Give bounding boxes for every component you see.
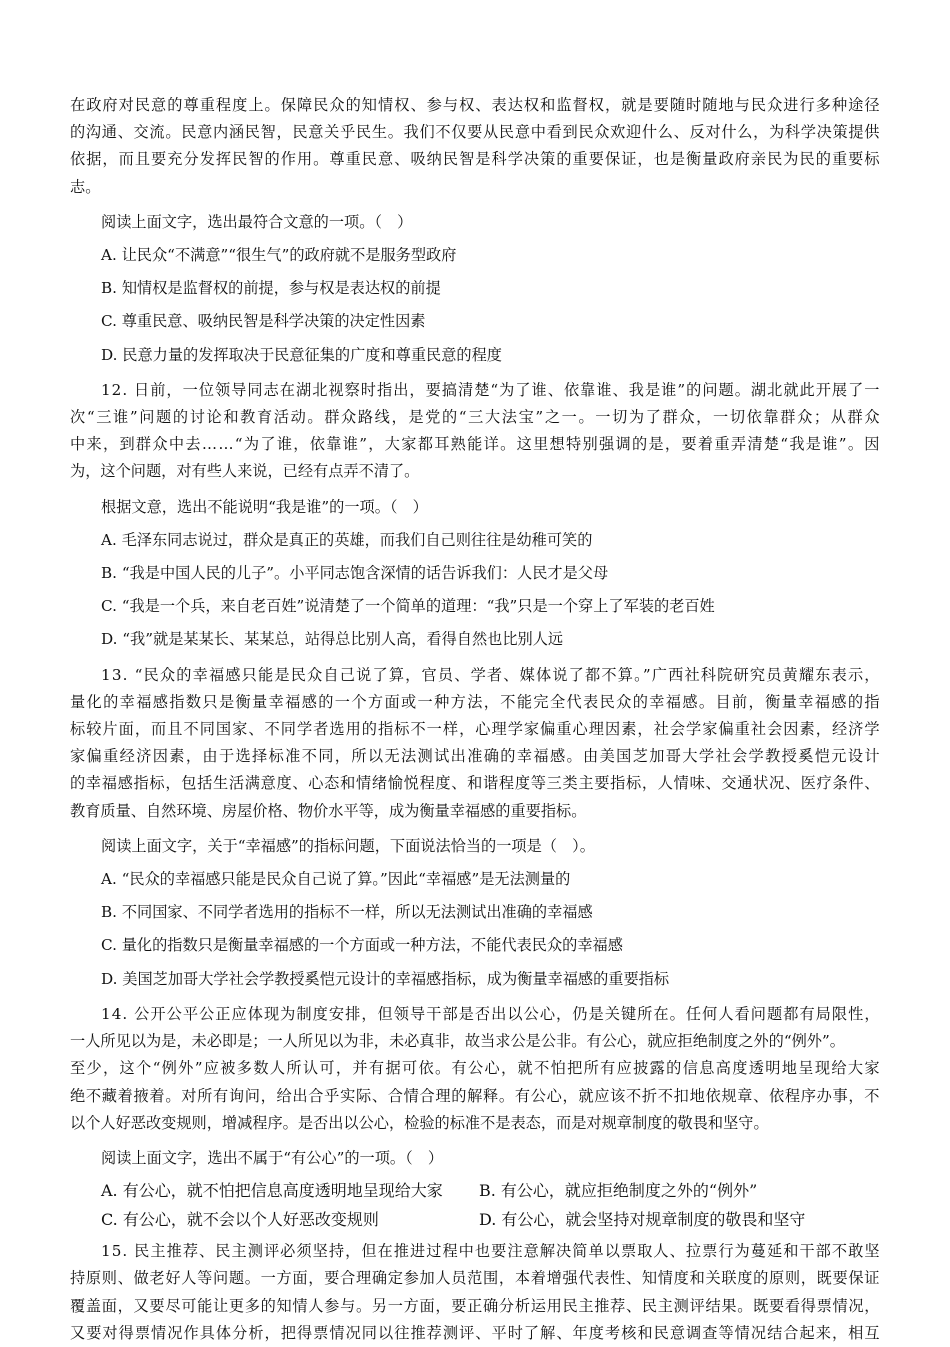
text-line: 又要对得票情况作具体分析，把得票情况同以往推荐测评、平时了解、年度考核和民意调查等情况结合起来，相互 — [70, 1323, 881, 1342]
option-c: C. 尊重民意、吸纳民智是科学决策的决定性因素 — [101, 312, 426, 331]
option-d: D. 民意力量的发挥取决于民意征集的广度和尊重民意的程度 — [101, 345, 502, 364]
option-a: A. 毛泽东同志说过，群众是真正的英雄，而我们自己则往往是幼稚可笑的 — [101, 530, 593, 549]
text-line: 持原则、做老好人等问题。一方面，要合理确定参加人员范围，本着增强代表性、知情度和关联度的原则，既要保证 — [70, 1269, 881, 1288]
text-line: 志。 — [70, 177, 101, 196]
question-prompt: 根据文意，选出不能说明“我是谁”的一项。（ ） — [101, 497, 428, 516]
text-line: 中来，到群众中去……“为了谁，依靠谁”，大家都耳熟能详。这里想特别强调的是，要着重弄清楚“我是谁”。因 — [70, 435, 881, 454]
text-line: 标较片面，而且不同国家、不同学者选用的指标不一样，心理学家偏重心理因素，社会学家偏重社会因素，经济学 — [70, 720, 881, 739]
option-b: B. 有公心，就应拒绝制度之外的“例外” — [479, 1181, 758, 1201]
text-line: 15. 民主推荐、民主测评必须坚持，但在推进过程中也要注意解决简单以票取人、拉票行为蔓延和干部不敢坚 — [101, 1242, 881, 1261]
option-c: C. “我是一个兵，来自老百姓”说清楚了一个简单的道理：“我”只是一个穿上了军装的老百姓 — [101, 597, 715, 616]
text-line: 13. “民众的幸福感只能是民众自己说了算，官员、学者、媒体说了都不算。”广西社科院研究员黄耀东表示， — [101, 665, 881, 684]
text-line: 14. 公开公平公正应体现为制度安排，但领导干部是否出以公心，仍是关键所在。任何人看问题都有局限性， — [101, 1004, 881, 1023]
option-b: B. “我是中国人民的儿子”。小平同志饱含深情的话告诉我们：人民才是父母 — [101, 564, 609, 583]
options-row-cd — [70, 1207, 882, 1230]
option-d: D. 有公心，就会坚持对规章制度的敬畏和坚守 — [479, 1210, 806, 1230]
intro-passage — [70, 92, 882, 201]
option-b: B. 不同国家、不同学者选用的指标不一样，所以无法测试出准确的幸福感 — [101, 903, 593, 922]
option-d: D. 美国芝加哥大学社会学教授奚恺元设计的幸福感指标，成为衡量幸福感的重要指标 — [101, 969, 670, 988]
option-a: A. 有公心，就不怕把信息高度透明地呈现给大家 — [101, 1181, 443, 1201]
text-line: 绝不藏着掖着。对所有询问，给出合乎实际、合情合理的解释。有公心，就应该不折不扣地依规章、依程序办事，不 — [70, 1086, 881, 1105]
document-page — [70, 92, 882, 1347]
question-prompt: 阅读上面文字，选出最符合文意的一项。（ ） — [101, 212, 413, 231]
question-15-passage — [70, 1238, 882, 1347]
options-row-ab — [70, 1178, 882, 1201]
text-line: 为，这个问题，对有些人来说，已经有点弄不清了。 — [70, 462, 420, 481]
option-a: A. “民众的幸福感只能是民众自己说了算。”因此“幸福感”是无法测量的 — [101, 870, 571, 889]
text-line: 以个人好恶改变规则，增减程序。是否出以公心，检验的标准不是表态，而是对规章制度的敬畏和坚守。 — [70, 1113, 769, 1132]
question-prompt: 阅读上面文字，关于“幸福感”的指标问题，下面说法恰当的一项是（ ）。 — [101, 836, 595, 855]
question-14-passage — [70, 1001, 882, 1137]
option-c: C. 有公心，就不会以个人好恶改变规则 — [101, 1210, 379, 1230]
text-line: 在政府对民意的尊重程度上。保障民众的知情权、参与权、表达权和监督权，就是要随时随地与民众进行多种途径 — [70, 96, 881, 114]
text-line: 家偏重经济因素，由于选择标准不同，所以无法测试出准确的幸福感。由美国芝加哥大学社会学教授奚恺元设计 — [70, 747, 881, 766]
text-line: 依据，而且要充分发挥民智的作用。尊重民意、吸纳民智是科学决策的重要保证，也是衡量政府亲民为民的重要标 — [70, 150, 881, 169]
text-line: 的沟通、交流。民意内涵民智，民意关乎民生。我们不仅要从民意中看到民众欢迎什么、反对什么，为科学决策提供 — [70, 123, 881, 142]
question-12-passage — [70, 377, 882, 486]
question-prompt: 阅读上面文字，选出不属于“有公心”的一项。（ ） — [101, 1148, 444, 1167]
text-line: 次“三谁”问题的讨论和教育活动。群众路线，是党的“三大法宝”之一。一切为了群众，一切依靠群众；从群众 — [70, 408, 882, 427]
option-c: C. 量化的指数只是衡量幸福感的一个方面或一种方法，不能代表民众的幸福感 — [101, 936, 623, 955]
option-b: B. 知情权是监督权的前提，参与权是表达权的前提 — [101, 279, 441, 298]
text-line: 的幸福感指标，包括生活满意度、心态和情绪愉悦程度、和谐程度等三类主要指标，人情味、交通状况、医疗条件、 — [70, 774, 881, 793]
text-line: 覆盖面，又要尽可能让更多的知情人参与。另一方面，要正确分析运用民主推荐、民主测评结果。既要看得票情况， — [70, 1296, 881, 1315]
text-line: 教育质量、自然环境、房屋价格、物价水平等，成为衡量幸福感的重要指标。 — [70, 801, 587, 820]
option-a: A. 让民众“不满意”“很生气”的政府就不是服务型政府 — [101, 246, 457, 265]
text-line: 一人所见以为是，未必即是；一人所见以为非，未必真非，故当求公是公非。有公心，就应拒绝制度之外的“例外”。 — [70, 1032, 845, 1051]
option-d: D. “我”就是某某长、某某总，站得总比别人高，看得自然也比别人远 — [101, 630, 564, 649]
question-13-passage — [70, 662, 882, 825]
text-line: 至少，这个“例外”应被多数人所认可，并有据可依。有公心，就不怕把所有应披露的信息高度透明地呈现给大家 — [70, 1059, 881, 1078]
text-line: 12. 日前，一位领导同志在湖北视察时指出，要搞清楚“为了谁、依靠谁、我是谁”的问题。湖北就此开展了一 — [101, 380, 881, 399]
text-line: 量化的幸福感指数只是衡量幸福感的一个方面或一种方法，不能完全代表民众的幸福感。目前，衡量幸福感的指 — [70, 692, 881, 711]
